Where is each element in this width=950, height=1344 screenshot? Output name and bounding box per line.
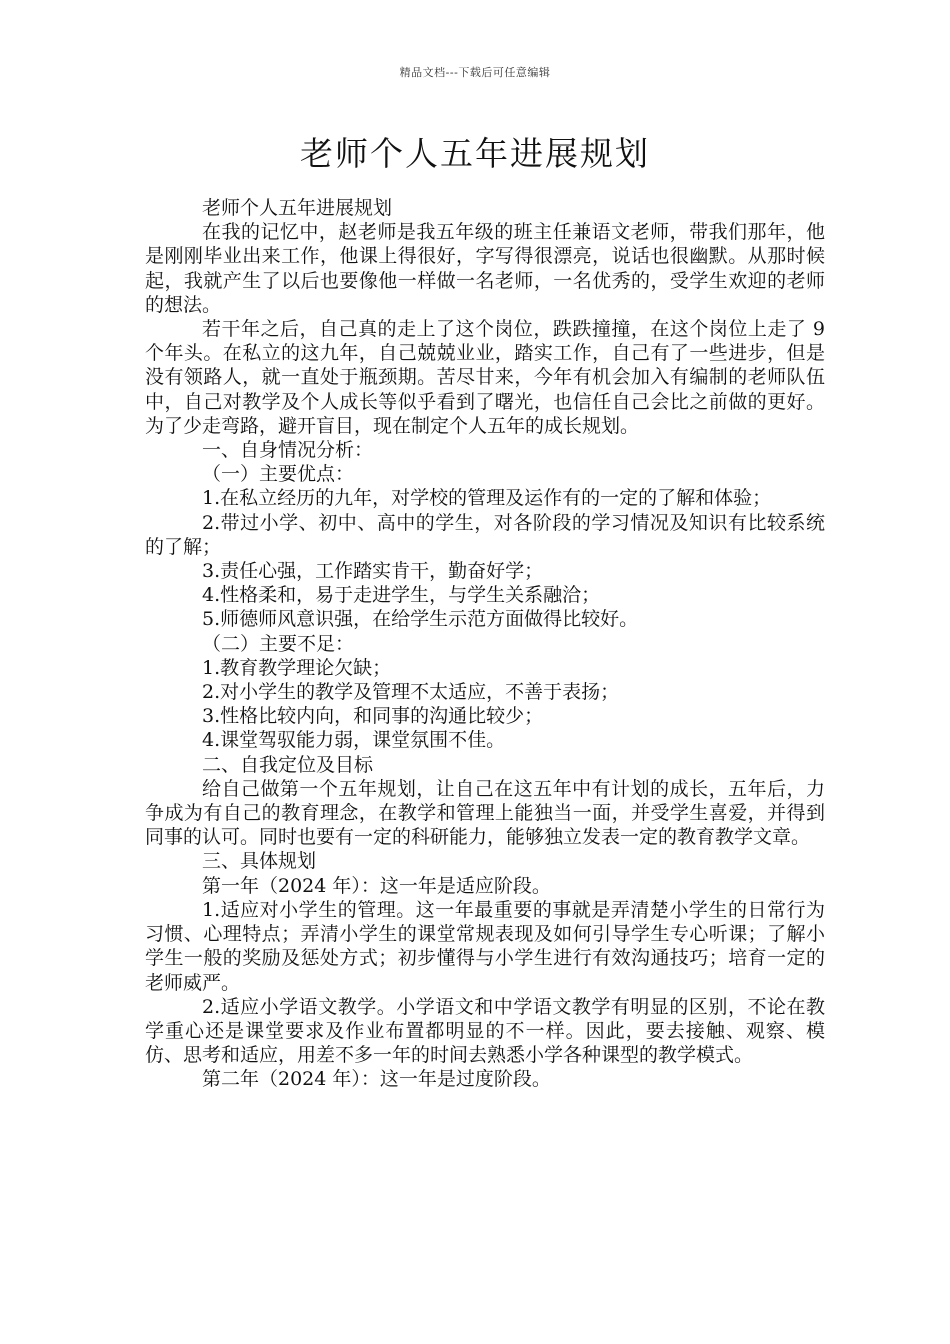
paragraph-career: 若干年之后，自己真的走上了这个岗位，跌跌撞撞，在这个岗位上走了 9 个年头。在私立的这九年，自己兢兢业业，踏实工作，自己有了一些进步，但是没有领路人，就一直处于瓶颈期。苦尽甘来，今年有机会加入有编制的老师队伍中，自己对教学及个人成长等似乎看到了曙光，也信任自己会比之前做的更好。为了少走弯路，避开盲目，现在制定个人五年的成长规划。 <box>145 318 825 437</box>
list-item-weakness-2: 2.对小学生的教学及管理不太适应，不善于表扬； <box>202 681 620 704</box>
list-item-strength-5: 5.师德师风意识强，在给学生示范方面做得比较好。 <box>202 608 639 631</box>
list-item-weakness-3: 3.性格比较内向，和同事的沟通比较少； <box>202 705 544 728</box>
list-item-weakness-1: 1.教育教学理论欠缺； <box>202 656 392 679</box>
section-heading-goals: 二、自我定位及目标 <box>202 753 374 776</box>
plan-year-1-item-2: 2.适应小学语文教学。小学语文和中学语文教学有明显的区别，不论在教学重心还是课堂要求及作业布置都明显的不一样。因此，要去接触、观察、模仿、思考和适应，用差不多一年的时间去熟悉小学各种课型的教学模式。 <box>145 995 825 1067</box>
section-heading-plan: 三、具体规划 <box>202 850 317 873</box>
document-title: 老师个人五年进展规划 <box>300 134 650 173</box>
subsection-heading-strengths: （一）主要优点： <box>202 463 355 486</box>
document-body <box>145 196 825 1092</box>
plan-year-2-heading: 第二年（2024 年）：这一年是过度阶段。 <box>202 1068 551 1091</box>
section-heading-self-analysis: 一、自身情况分析： <box>202 439 374 462</box>
paragraph-subtitle: 老师个人五年进展规划 <box>202 197 393 219</box>
plan-year-1-heading: 第一年（2024 年）：这一年是适应阶段。 <box>202 874 551 897</box>
list-item-strength-4: 4.性格柔和，易于走进学生，与学生关系融洽； <box>202 584 601 607</box>
list-item-strength-3: 3.责任心强，工作踏实肯干，勤奋好学； <box>202 560 544 583</box>
list-item-strength-1: 1.在私立经历的九年，对学校的管理及运作有的一定的了解和体验； <box>202 487 772 510</box>
subsection-heading-weaknesses: （二）主要不足： <box>202 632 355 655</box>
paragraph-memory: 在我的记忆中，赵老师是我五年级的班主任兼语文老师，带我们那年，他是刚刚毕业出来工作，他课上得很好，字写得很漂亮，说话也很幽默。从那时候起，我就产生了以后也要像他一样做一名老师，一名优秀的，受学生欢迎的老师的想法。 <box>145 221 825 316</box>
page-header-note: 精品文档---下载后可任意编辑 <box>399 66 551 79</box>
list-item-strength-2: 2.带过小学、初中、高中的学生，对各阶段的学习情况及知识有比较系统的了解； <box>145 511 825 558</box>
list-item-weakness-4: 4.课堂驾驭能力弱，课堂氛围不佳。 <box>202 729 506 752</box>
paragraph-goals: 给自己做第一个五年规划，让自己在这五年中有计划的成长，五年后，力争成为有自己的教育理念，在教学和管理上能独当一面，并受学生喜爱，并得到同事的认可。同时也要有一定的科研能力，能够独立发表一定的教育教学文章。 <box>145 777 825 849</box>
plan-year-1-item-1: 1.适应对小学生的管理。这一年最重要的事就是弄清楚小学生的日常行为习惯、心理特点；弄清小学生的课堂常规表现及如何引导学生专心听课；了解小学生一般的奖励及惩处方式；初步懂得与小学生进行有效沟通技巧；培育一定的老师威严。 <box>145 898 825 994</box>
